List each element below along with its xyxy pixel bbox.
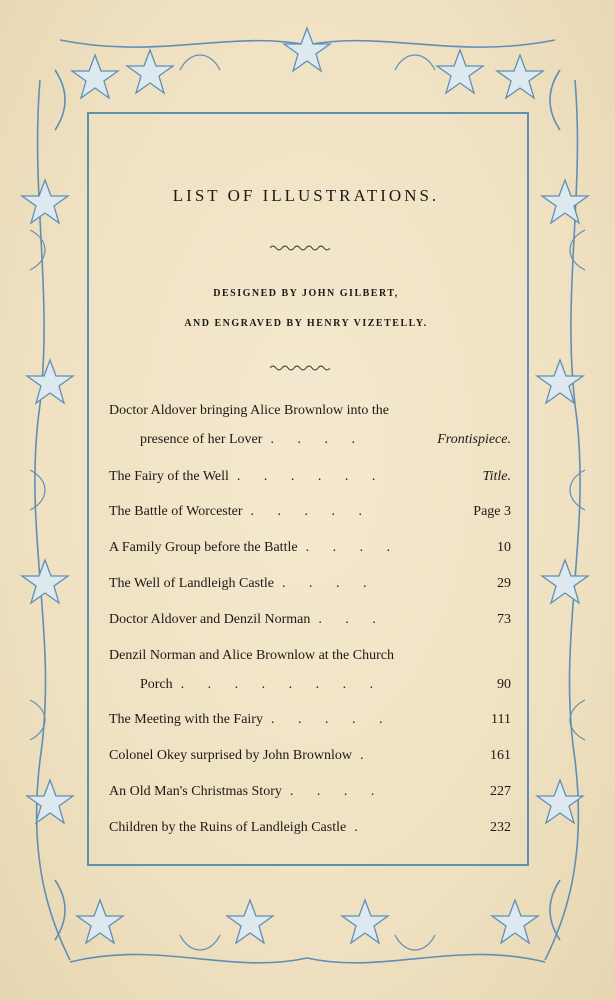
page-title: LIST OF ILLUSTRATIONS. — [172, 186, 440, 205]
entry-title: Colonel Okey surprised by John Brownlow — [109, 748, 353, 763]
leader-dots: . . . . — [305, 540, 401, 555]
leader-dots: . — [354, 820, 368, 835]
illustration-entry — [109, 748, 511, 764]
illustration-entry — [109, 540, 511, 556]
entry-page: 232 — [490, 820, 511, 835]
entry-title: Doctor Aldover bringing Alice Brownlow into the — [109, 403, 389, 418]
entry-title: The Meeting with the Fairy — [109, 712, 263, 727]
entry-page: Title. — [482, 469, 511, 484]
entry-page: 227 — [490, 784, 511, 799]
leader-dots: . — [360, 748, 374, 763]
leader-dots: . . . . . — [270, 712, 393, 727]
entry-title: Doctor Aldover and Denzil Norman — [109, 612, 311, 627]
leader-dots: . . . . — [270, 432, 365, 447]
illustration-entry — [109, 648, 511, 664]
illustration-entry — [109, 576, 511, 592]
illustration-entry — [109, 784, 511, 800]
illustration-entry — [140, 432, 511, 448]
leader-dots: . . . . . . — [236, 469, 386, 484]
leader-dots: . . . . — [289, 784, 385, 799]
divider-squiggle — [270, 244, 330, 252]
entry-page: 90 — [497, 677, 511, 692]
illustration-entry — [109, 612, 511, 628]
illustration-entry — [109, 469, 511, 485]
entry-title: Porch — [140, 677, 173, 692]
illustration-entry — [140, 677, 511, 693]
entry-title: An Old Man's Christmas Story — [109, 784, 282, 799]
leader-dots: . . . — [318, 612, 386, 627]
entry-title: The Battle of Worcester — [109, 504, 243, 519]
entry-page: 161 — [490, 748, 511, 763]
entry-page: Page 3 — [473, 504, 511, 519]
entry-page: 29 — [497, 576, 511, 591]
entry-title: The Well of Landleigh Castle — [109, 576, 275, 591]
illustration-entry — [109, 504, 511, 520]
entry-page: 10 — [497, 540, 511, 555]
entry-title: Children by the Ruins of Landleigh Castle — [109, 820, 347, 835]
entry-title: The Fairy of the Well — [109, 469, 229, 484]
entry-page: 73 — [497, 612, 511, 627]
credit-designer: DESIGNED BY JOHN GILBERT, — [213, 288, 399, 299]
entry-title: A Family Group before the Battle — [109, 540, 298, 555]
entry-page: Frontispiece. — [437, 432, 511, 447]
illustration-entry — [109, 820, 511, 836]
entry-page: 111 — [491, 712, 511, 727]
leader-dots: . . . . . . . . — [180, 677, 384, 692]
leader-dots: . . . . . — [250, 504, 373, 519]
entry-title: Denzil Norman and Alice Brownlow at the Church — [109, 648, 394, 663]
leader-dots: . . . . — [282, 576, 377, 591]
illustration-entry — [109, 712, 511, 728]
credit-engraver: AND ENGRAVED BY HENRY VIZETELLY. — [184, 318, 428, 329]
divider-squiggle — [270, 364, 330, 372]
entry-title: presence of her Lover — [140, 432, 263, 447]
illustration-entry — [109, 403, 511, 419]
